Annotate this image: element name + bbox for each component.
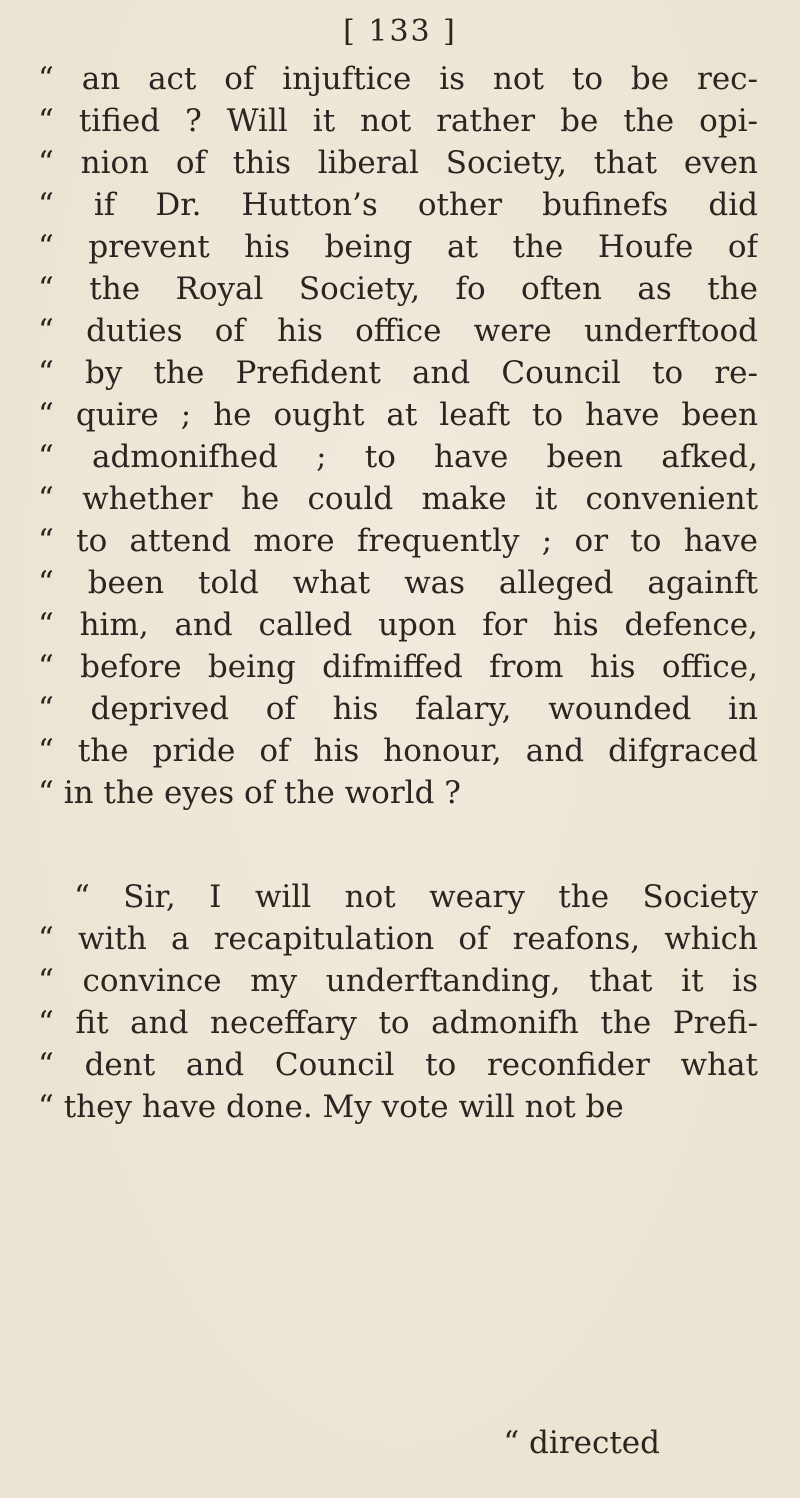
text-line: “ quire ; he ought at leaft to have been <box>38 397 758 433</box>
text-line: “ by the Prefident and Council to re- <box>38 355 758 391</box>
text-line: “ tified ? Will it not rather be the opi- <box>38 103 758 139</box>
text-line: “ him, and called upon for his defence, <box>38 607 758 643</box>
text-line: “ if Dr. Hutton’s other bufinefs did <box>38 187 758 223</box>
text-line: “ deprived of his falary, wounded in <box>38 691 758 727</box>
text-line: “ admonifhed ; to have been afked, <box>38 439 758 475</box>
text-line: “ to attend more frequently ; or to have <box>38 523 758 559</box>
text-line: “ they have done. My vote will not be <box>38 1089 624 1125</box>
text-line: “ nion of this liberal Society, that even <box>38 145 758 181</box>
paragraph-1 <box>38 58 758 814</box>
text-line: “ with a recapitulation of reafons, which <box>38 921 758 957</box>
paragraph-2 <box>38 876 758 1128</box>
text-line: “ the Royal Society, fo often as the <box>38 271 758 307</box>
text-line: “ an act of injuftice is not to be rec- <box>38 61 758 97</box>
text-line: “ Sir, I will not weary the Society <box>74 879 758 915</box>
page-number: [ 133 ] <box>343 14 457 49</box>
text-line: “ duties of his office were underftood <box>38 313 758 349</box>
text-line: “ dent and Council to reconfider what <box>38 1047 758 1083</box>
text-line: “ convince my underftanding, that it is <box>38 963 758 999</box>
catchword: “ directed <box>503 1425 660 1461</box>
text-line: “ been told what was alleged againft <box>38 565 758 601</box>
text-line: “ prevent his being at the Houfe of <box>38 229 758 265</box>
text-line: “ in the eyes of the world ? <box>38 775 461 811</box>
text-line: “ fit and neceffary to admonifh the Prefi- <box>38 1005 758 1041</box>
text-line: “ whether he could make it convenient <box>38 481 758 517</box>
text-line: “ before being difmiffed from his office, <box>38 649 758 685</box>
text-line: “ the pride of his honour, and difgraced <box>38 733 758 769</box>
